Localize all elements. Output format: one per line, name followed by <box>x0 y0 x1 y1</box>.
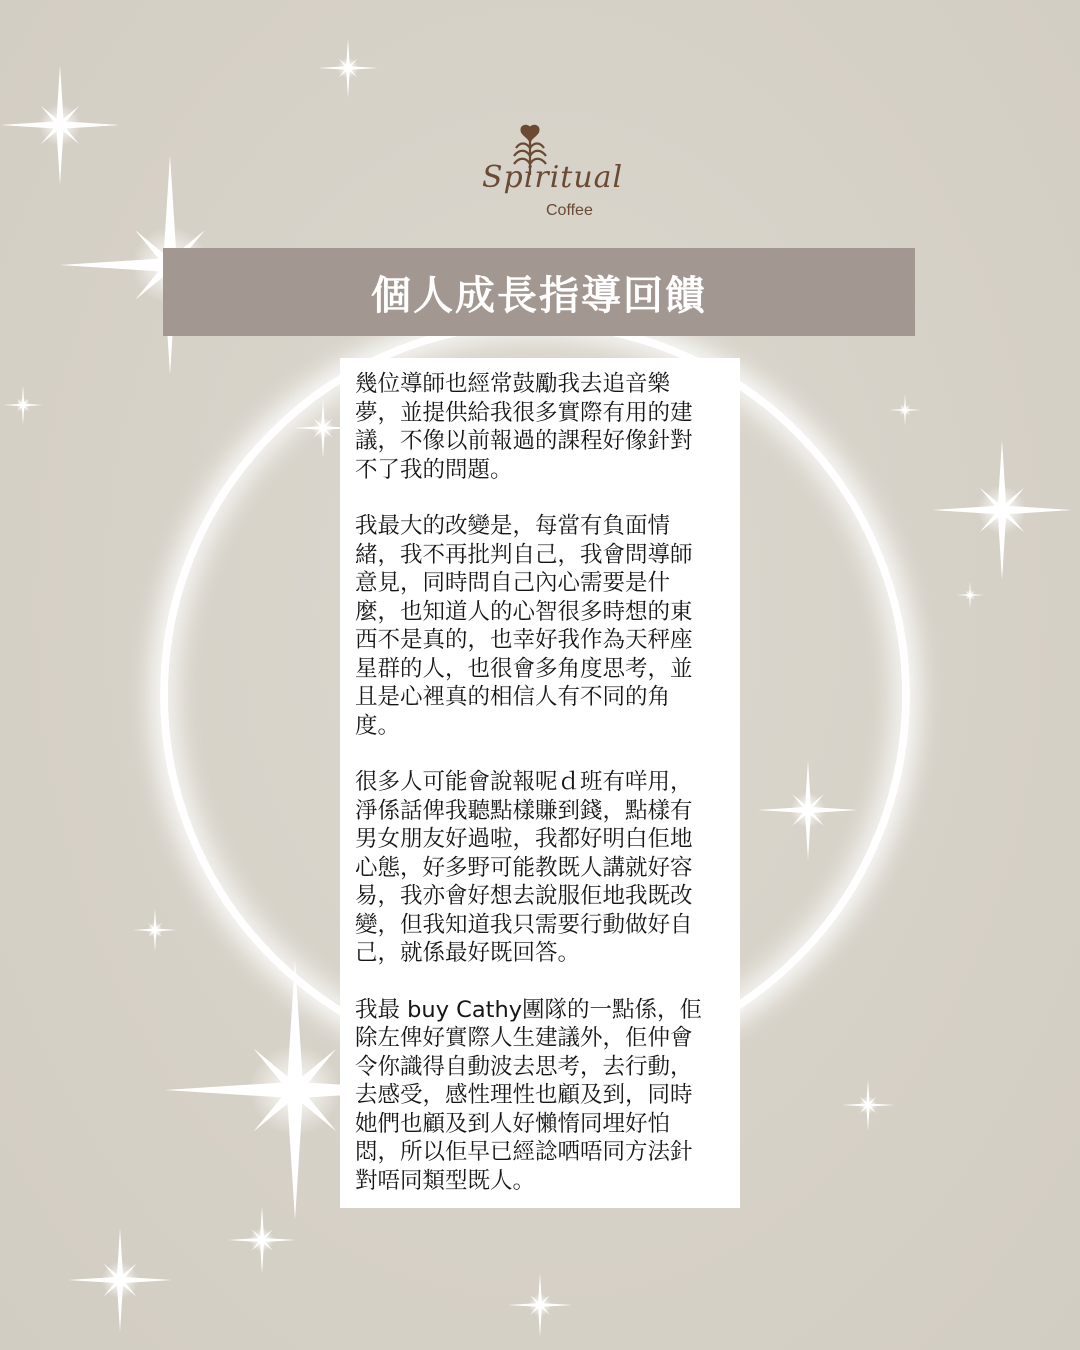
logo-coffee-text: Coffee <box>546 202 593 219</box>
sparkle-star-icon <box>3 385 43 425</box>
sparkle-star-icon <box>133 908 177 952</box>
page-title: 個人成長指導回饋 <box>371 271 707 319</box>
sparkle-star-icon <box>758 760 858 860</box>
feedback-paragraph: 很多人可能會說報呢ｄ班有咩用， 淨係話俾我聽點樣賺到錢，點樣有 男女朋友好過啦，我都好明白佢地 心態，好多野可能教既人講就好容 易，我亦會好想去說服佢地我既改 變，但我知道我只需要行動做好自 己，就係最好既回答。 <box>355 769 693 966</box>
sparkle-star-icon <box>956 581 984 609</box>
feedback-paragraph: 我最大的改變是，每當有負面情 緒，我不再批判自己，我會問導師 意見，同時問自己內心需要是什 麼，也知道人的心智很多時想的東 西不是真的，也幸好我作為天秤座 星群的人，也很會多角度思考，並 且是心裡真的相信人有不同的角 度。 <box>355 513 693 739</box>
brand-logo <box>482 120 624 230</box>
sparkle-star-icon <box>0 65 120 185</box>
sparkle-star-icon <box>68 1228 172 1332</box>
feedback-paragraph: 我最 buy Cathy團隊的一點係，佢 除左俾好實際人生建議外，佢仲會 令你識得自動波去思考，去行動， 去感受，感性理性也顧及到，同時 她們也顧及到人好懶惰同埋好怕 悶，所以佢早已經諗哂唔同方法針 對唔同類型既人。 <box>355 996 703 1194</box>
feedback-note-card <box>340 358 740 1208</box>
title-banner <box>163 248 915 336</box>
sparkle-star-icon <box>889 394 921 426</box>
sparkle-star-icon <box>508 1273 572 1337</box>
sparkle-star-icon <box>932 440 1072 580</box>
logo-script-text: Spiritual <box>482 160 624 195</box>
sparkle-star-icon <box>318 38 378 98</box>
sparkle-star-icon <box>842 1079 894 1131</box>
sparkle-star-icon <box>228 1206 296 1274</box>
feedback-paragraph: 幾位導師也經常鼓勵我去追音樂 夢，並提供給我很多實際有用的建 議，不像以前報過的課程好像針對 不了我的問題。 <box>355 371 693 483</box>
